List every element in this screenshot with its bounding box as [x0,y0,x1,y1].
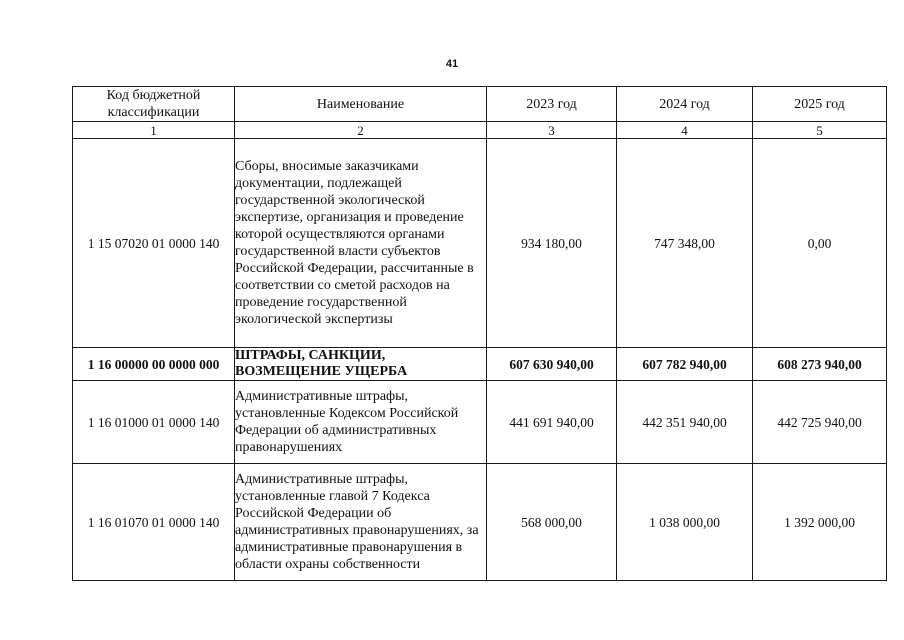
name-cell: Административные штрафы, установленные Кодексом Российской Федерации об административных правонарушениях [235,381,487,464]
header-2023: 2023 год [487,87,617,122]
budget-code-cell: 1 16 01000 01 0000 140 [73,381,235,464]
value-2025-cell: 442 725 940,00 [753,381,887,464]
name-cell: Сборы, вносимые заказчиками документации, подлежащей государственной экологической экспертизе, организация и проведение которой осуществляются органами государственной власти субъектов Российской Федерации, рассчитанные в соответствии со сметой расходов на проведение государственной экологической экспертизы [235,139,487,348]
page-number: 41 [445,58,459,70]
value-2025-cell: 0,00 [753,139,887,348]
header-2024: 2024 год [617,87,753,122]
column-number: 5 [753,122,887,139]
budget-code-cell: 1 16 00000 00 0000 000 [73,348,235,381]
value-2023-cell: 568 000,00 [487,464,617,581]
value-2024-cell: 1 038 000,00 [617,464,753,581]
budget-code-cell: 1 16 01070 01 0000 140 [73,464,235,581]
value-2024-cell: 747 348,00 [617,139,753,348]
table-row [73,139,887,348]
value-2023-cell: 934 180,00 [487,139,617,348]
table-header-row [73,87,887,122]
table-row [73,381,887,464]
value-2025-cell: 1 392 000,00 [753,464,887,581]
header-budget-code: Код бюджетной классификации [73,87,235,122]
column-number: 2 [235,122,487,139]
budget-revenue-table [72,86,887,581]
budget-code-cell: 1 15 07020 01 0000 140 [73,139,235,348]
header-name: Наименование [235,87,487,122]
header-2025: 2025 год [753,87,887,122]
value-2023-cell: 607 630 940,00 [487,348,617,381]
column-number-row [73,122,887,139]
name-cell: ШТРАФЫ, САНКЦИИ, ВОЗМЕЩЕНИЕ УЩЕРБА [235,348,487,381]
name-cell: Административные штрафы, установленные главой 7 Кодекса Российской Федерации об административных правонарушениях, за административные правонарушения в области охраны собственности [235,464,487,581]
value-2024-cell: 607 782 940,00 [617,348,753,381]
table-row [73,464,887,581]
column-number: 1 [73,122,235,139]
column-number: 4 [617,122,753,139]
value-2023-cell: 441 691 940,00 [487,381,617,464]
value-2025-cell: 608 273 940,00 [753,348,887,381]
column-number: 3 [487,122,617,139]
table-row [73,348,887,381]
value-2024-cell: 442 351 940,00 [617,381,753,464]
